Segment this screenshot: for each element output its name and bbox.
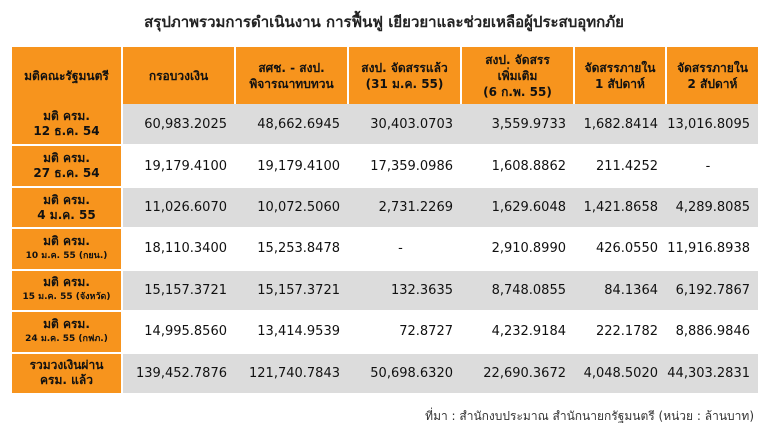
row-header — [12, 228, 122, 269]
table-row — [12, 104, 758, 145]
column-header-line: สงป. จัดสรร — [485, 52, 550, 67]
table-cell: 4,048.5020 — [574, 353, 666, 394]
table-cell: 3,559.9733 — [461, 104, 574, 145]
table-cell: 1,682.8414 — [574, 104, 666, 145]
column-header-1 — [122, 47, 235, 104]
column-header-line: พิจารณาทบทวน — [249, 76, 334, 91]
row-header-line: มติ ครม. — [43, 275, 90, 290]
table-cell: 211.4252 — [574, 145, 666, 186]
table-cell: 60,983.2025 — [122, 104, 235, 145]
table-cell: 72.8727 — [348, 311, 461, 352]
table-cell: 11,026.6070 — [122, 187, 235, 228]
table-cell: 6,192.7867 — [666, 270, 758, 311]
row-header — [12, 145, 122, 186]
column-header-0 — [12, 47, 122, 104]
column-header-5 — [574, 47, 666, 104]
table-cell: 2,731.2269 — [348, 187, 461, 228]
table-cell: 1,421.8658 — [574, 187, 666, 228]
column-header-4 — [461, 47, 574, 104]
column-header-2 — [235, 47, 348, 104]
table-cell: 15,157.3721 — [235, 270, 348, 311]
table-cell: 426.0550 — [574, 228, 666, 269]
table-cell: 4,232.9184 — [461, 311, 574, 352]
column-header-line: สงป. จัดสรรแล้ว — [361, 60, 448, 75]
row-header-line: ครม. แล้ว — [40, 373, 93, 388]
table-cell: 19,179.4100 — [122, 145, 235, 186]
table-row — [12, 353, 758, 394]
column-header-line: จัดสรรภายใน — [677, 60, 748, 75]
table-row — [12, 270, 758, 311]
table-cell: 1,629.6048 — [461, 187, 574, 228]
column-header-line: เพิ่มเติม — [497, 68, 538, 83]
table-row — [12, 187, 758, 228]
table-cell: 22,690.3672 — [461, 353, 574, 394]
column-header-line: กรอบวงเงิน — [148, 68, 209, 83]
column-header-line: สศช. - สงป. — [258, 60, 325, 75]
table-cell: 48,662.6945 — [235, 104, 348, 145]
row-header — [12, 104, 122, 145]
table-cell: - — [666, 145, 758, 186]
table-cell: 15,157.3721 — [122, 270, 235, 311]
header-row — [12, 47, 758, 104]
table-cell: 1,608.8862 — [461, 145, 574, 186]
row-header-line: 27 ธ.ค. 54 — [33, 166, 100, 181]
row-header-line: มติ ครม. — [43, 192, 90, 207]
table-cell: 13,016.8095 — [666, 104, 758, 145]
row-header-line: มติ ครม. — [43, 233, 90, 248]
table-cell: 50,698.6320 — [348, 353, 461, 394]
row-header-line: มติ ครม. — [43, 316, 90, 331]
table-cell: 139,452.7876 — [122, 353, 235, 394]
table-cell: 14,995.8560 — [122, 311, 235, 352]
row-header — [12, 187, 122, 228]
table-cell: 11,916.8938 — [666, 228, 758, 269]
table-cell: 121,740.7843 — [235, 353, 348, 394]
row-header-line: 10 ม.ค. 55 (กยน.) — [25, 250, 108, 261]
table-cell: - — [348, 228, 461, 269]
table-cell: 30,403.0703 — [348, 104, 461, 145]
column-header-line: (31 ม.ค. 55) — [365, 76, 444, 91]
table-row — [12, 145, 758, 186]
row-header-line: 24 ม.ค. 55 (กฟภ.) — [25, 333, 108, 344]
table-cell: 44,303.2831 — [666, 353, 758, 394]
column-header-line: มติคณะรัฐมนตรี — [24, 68, 109, 83]
row-header-line: มติ ครม. — [43, 109, 90, 124]
column-header-3 — [348, 47, 461, 104]
row-header — [12, 353, 122, 394]
summary-table — [12, 47, 758, 395]
column-header-line: 2 สัปดาห์ — [687, 76, 738, 91]
row-header-line: มติ ครม. — [43, 151, 90, 166]
table-cell: 132.3635 — [348, 270, 461, 311]
table-cell: 17,359.0986 — [348, 145, 461, 186]
table-row — [12, 228, 758, 269]
table-cell: 18,110.3400 — [122, 228, 235, 269]
column-header-line: 1 สัปดาห์ — [595, 76, 645, 91]
row-header-line: 12 ธ.ค. 54 — [33, 124, 100, 139]
source-note: ที่มา : สำนักงบประมาณ สำนักนายกรัฐมนตรี (หน่วย : ล้านบาท) — [425, 409, 754, 423]
table-cell: 8,886.9846 — [666, 311, 758, 352]
table-row — [12, 311, 758, 352]
row-header-line: 15 ม.ค. 55 (จังหวัด) — [22, 292, 111, 303]
row-header-line: 4 ม.ค. 55 — [37, 207, 96, 222]
page-title: สรุปภาพรวมการดำเนินงาน การฟื้นฟู เยียวยาและช่วยเหลือผู้ประสบอุทกภัย — [144, 13, 624, 31]
table-cell: 13,414.9539 — [235, 311, 348, 352]
table-cell: 8,748.0855 — [461, 270, 574, 311]
table-cell: 15,253.8478 — [235, 228, 348, 269]
table-cell: 10,072.5060 — [235, 187, 348, 228]
table-cell: 84.1364 — [574, 270, 666, 311]
table-cell: 222.1782 — [574, 311, 666, 352]
column-header-line: จัดสรรภายใน — [584, 60, 656, 75]
row-header-line: รวมวงเงินผ่าน — [29, 358, 104, 373]
table-cell: 2,910.8990 — [461, 228, 574, 269]
column-header-6 — [666, 47, 758, 104]
row-header — [12, 311, 122, 352]
table-cell: 19,179.4100 — [235, 145, 348, 186]
table-cell: 4,289.8085 — [666, 187, 758, 228]
row-header — [12, 270, 122, 311]
column-header-line: (6 ก.พ. 55) — [483, 84, 552, 99]
